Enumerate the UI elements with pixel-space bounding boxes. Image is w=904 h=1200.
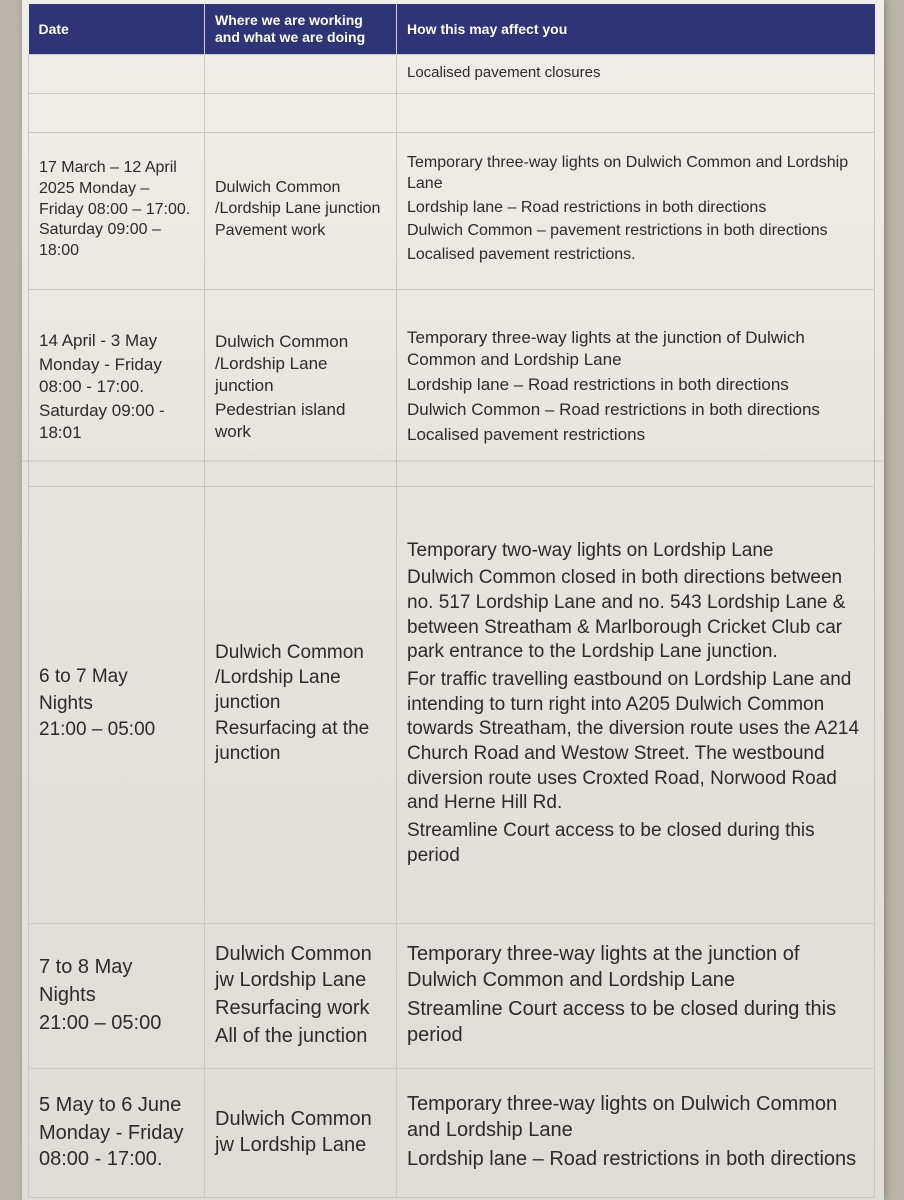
- where-line: Dulwich Common /Lordship Lane junction: [215, 642, 364, 713]
- table-row: [29, 1069, 875, 1198]
- where-line: Dulwich Common jw Lordship Lane: [215, 1108, 372, 1156]
- date-line: 14 April - 3 May: [39, 330, 158, 350]
- table-row: [29, 290, 875, 487]
- effect-line: Temporary three-way lights on Dulwich Common and Lordship Lane: [407, 154, 849, 192]
- effect-line: Localised pavement restrictions: [407, 425, 646, 445]
- date-cell: [29, 55, 205, 94]
- header-date: Date: [29, 4, 205, 55]
- date-cell: [29, 94, 205, 133]
- effect-line: Temporary three-way lights at the junction of Dulwich Common and Lordship Lane: [407, 943, 800, 991]
- where-line: Dulwich Common /Lordship Lane junction: [215, 178, 381, 217]
- table-row: [29, 924, 875, 1069]
- table-header-row: [29, 4, 875, 55]
- effect-line: Lordship lane – Road restrictions in both directions: [407, 198, 767, 216]
- effect-line: Dulwich Common closed in both directions between no. 517 Lordship Lane and no. 543 Lordship Lane & between Streatham & Marlborough Cricket Club car park entrance to the Lordship Lane junction.: [407, 567, 846, 663]
- effect-line: Streamline Court access to be closed during this period: [407, 820, 815, 866]
- table-body: [29, 55, 875, 1198]
- where-cell: [205, 55, 397, 94]
- effect-line: Temporary three-way lights at the junction of Dulwich Common and Lordship Lane: [407, 327, 805, 369]
- effects-cell: [397, 924, 875, 1069]
- where-cell: [205, 487, 397, 924]
- table-row: [29, 94, 875, 133]
- date-cell: [29, 487, 205, 924]
- where-line: All of the junction: [215, 1025, 368, 1047]
- effects-cell: [397, 1069, 875, 1198]
- effect-line: Lordship lane – Road restrictions in both directions: [407, 1148, 857, 1170]
- date-line: 21:00 – 05:00: [39, 1012, 162, 1034]
- effect-line: For traffic travelling eastbound on Lordship Lane and intending to turn right into A205 Dulwich Common towards Streatham, the diversion route uses the A214 Church Road and Westow Street. The westbound diversion route uses Croxted Road, Norwood Road and Herne Hill Rd.: [407, 668, 860, 814]
- where-line: Resurfacing work: [215, 997, 370, 1019]
- date-line: Monday - Friday 08:00 - 17:00.: [39, 1122, 184, 1170]
- effect-line: Temporary two-way lights on Lordship Lane: [407, 539, 774, 561]
- where-cell: [205, 1069, 397, 1198]
- effect-line: Temporary three-way lights on Dulwich Common and Lordship Lane: [407, 1093, 838, 1141]
- effects-cell: [397, 133, 875, 290]
- date-line: 7 to 8 May: [39, 956, 133, 978]
- where-line: Pavement work: [215, 222, 326, 240]
- date-line: Nights: [39, 692, 93, 714]
- table-row: [29, 487, 875, 924]
- effects-cell: [397, 290, 875, 487]
- paper-sheet: [22, 0, 884, 1200]
- effects-cell: [397, 94, 875, 133]
- where-cell: [205, 924, 397, 1069]
- effect-line: Dulwich Common – Road restrictions in both directions: [407, 400, 820, 420]
- header-where: Where we are working and what we are doing: [205, 4, 397, 55]
- where-cell: [205, 133, 397, 290]
- date-cell: [29, 924, 205, 1069]
- effect-line: Dulwich Common – pavement restrictions in both directions: [407, 222, 828, 240]
- where-line: Resurfacing at the junction: [215, 718, 370, 765]
- date-cell: [29, 290, 205, 487]
- effects-cell: [397, 487, 875, 924]
- table-row: [29, 55, 875, 94]
- where-cell: [205, 94, 397, 133]
- table-row: [29, 133, 875, 290]
- date-line: Saturday 09:00 - 18:01: [39, 401, 165, 443]
- where-line: Dulwich Common /Lordship Lane junction: [215, 331, 349, 395]
- effects-cell: [397, 55, 875, 94]
- effect-line: Localised pavement restrictions.: [407, 246, 636, 264]
- where-line: Dulwich Common jw Lordship Lane: [215, 943, 372, 991]
- date-line: 21:00 – 05:00: [39, 719, 156, 741]
- date-line: 6 to 7 May: [39, 665, 128, 687]
- date-line: 17 March – 12 April 2025 Monday – Friday 08:00 – 17:00. Saturday 09:00 – 18:00: [39, 159, 191, 260]
- effect-line: Streamline Court access to be closed during this period: [407, 998, 837, 1046]
- effect-line: Lordship lane – Road restrictions in both directions: [407, 374, 789, 394]
- roadworks-schedule-table: [28, 4, 875, 1198]
- effect-line: Localised pavement closures: [407, 63, 601, 81]
- date-line: Nights: [39, 984, 96, 1006]
- header-effects: How this may affect you: [397, 4, 875, 55]
- where-line: Pedestrian island work: [215, 400, 346, 442]
- date-cell: [29, 133, 205, 290]
- date-cell: [29, 1069, 205, 1198]
- date-line: Monday - Friday 08:00 - 17:00.: [39, 354, 162, 396]
- where-cell: [205, 290, 397, 487]
- date-line: 5 May to 6 June: [39, 1094, 182, 1116]
